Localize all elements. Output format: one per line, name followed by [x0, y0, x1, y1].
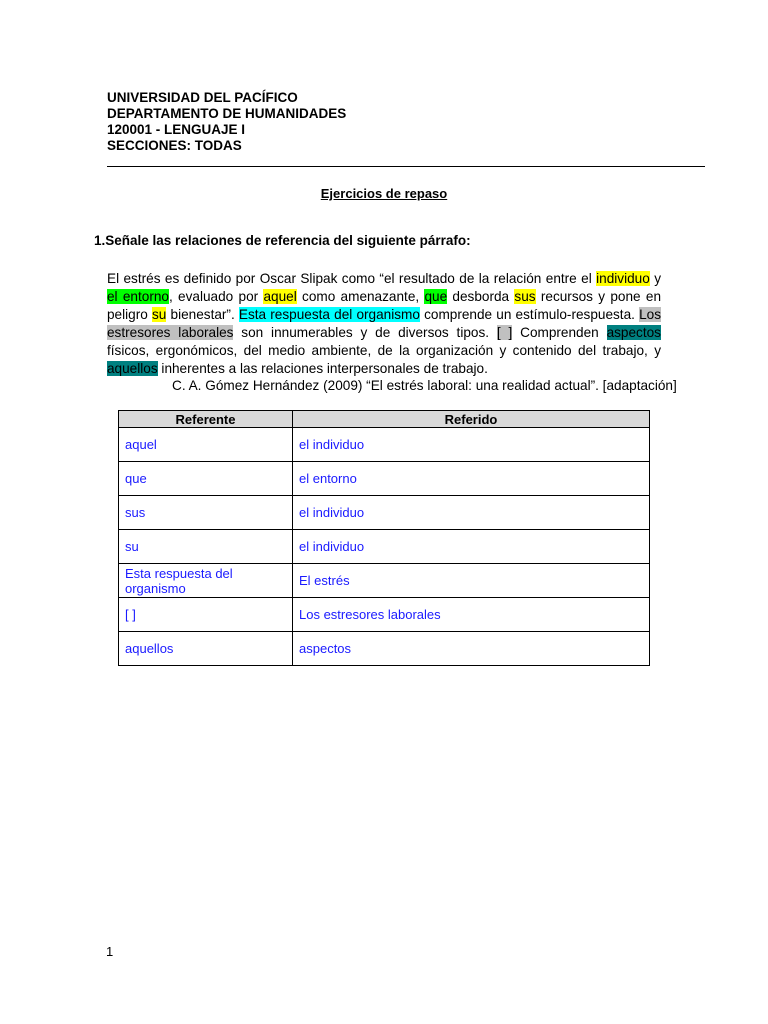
highlight-su: su	[151, 307, 167, 322]
referente-cell: aquel	[119, 428, 293, 462]
header-referente: Referente	[119, 411, 293, 428]
text-segment: inherentes a las relaciones interpersonales de trabajo.	[157, 361, 488, 376]
highlight-aquellos: aquellos	[107, 361, 158, 376]
highlight-bracket: [ ]	[496, 325, 513, 340]
exercise-question: 1.Señale las relaciones de referencia del siguiente párrafo:	[94, 233, 471, 248]
text-segment: El estrés es definido por Oscar Slipak como “el resultado de la relación entre el	[107, 271, 597, 286]
text-segment: , evaluado por	[168, 289, 264, 304]
text-segment: comprende un estímulo-respuesta.	[419, 307, 640, 322]
highlight-que: que	[424, 289, 448, 304]
highlight-aquel: aquel	[263, 289, 297, 304]
sections-label: SECCIONES: TODAS	[107, 138, 242, 153]
text-segment: bienestar”.	[166, 307, 239, 322]
text-segment: como amenazante,	[296, 289, 425, 304]
referido-cell: el individuo	[293, 496, 650, 530]
table-row	[119, 598, 650, 632]
highlight-sus: sus	[514, 289, 536, 304]
header-divider	[107, 166, 705, 167]
page-number: 1	[106, 944, 114, 959]
referente-cell: aquellos	[119, 632, 293, 666]
table-row	[119, 462, 650, 496]
document-header	[107, 90, 346, 154]
highlight-entorno: el entorno	[107, 289, 169, 304]
referido-cell: aspectos	[293, 632, 650, 666]
text-segment: y	[649, 271, 661, 286]
highlight-estresores: Los estresores laborales	[107, 307, 662, 340]
course-code: 120001 - LENGUAJE I	[107, 122, 246, 137]
referente-cell: su	[119, 530, 293, 564]
exercise-paragraph	[107, 270, 661, 378]
highlight-esta-respuesta: Esta respuesta del organismo	[238, 307, 420, 322]
text-segment: desborda	[447, 289, 515, 304]
citation: C. A. Gómez Hernández (2009) “El estrés laboral: una realidad actual”. [adaptación]	[172, 378, 677, 393]
text-segment: Comprenden	[512, 325, 607, 340]
referido-cell: Los estresores laborales	[293, 598, 650, 632]
header-referido: Referido	[293, 411, 650, 428]
text-segment: recursos y pone en peligro	[107, 289, 662, 322]
table-header-row	[119, 411, 650, 428]
table-row	[119, 496, 650, 530]
highlight-aspectos: aspectos	[606, 325, 661, 340]
page-title: Ejercicios de repaso	[320, 186, 448, 201]
table-row	[119, 428, 650, 462]
reference-table	[118, 410, 650, 666]
highlight-individuo: individuo	[596, 271, 650, 286]
table-row	[119, 530, 650, 564]
referido-cell: el entorno	[293, 462, 650, 496]
table-row	[119, 632, 650, 666]
referente-cell: sus	[119, 496, 293, 530]
table-row	[119, 564, 650, 598]
referido-cell: El estrés	[293, 564, 650, 598]
referido-cell: el individuo	[293, 428, 650, 462]
referente-cell: Esta respuesta del organismo	[119, 564, 293, 598]
text-segment: físicos, ergonómicos, del medio ambiente, de la organización y contenido del trabajo, y	[107, 343, 661, 358]
university-name: UNIVERSIDAD DEL PACÍFICO	[107, 90, 298, 105]
referido-cell: el individuo	[293, 530, 650, 564]
department-name: DEPARTAMENTO DE HUMANIDADES	[107, 106, 347, 121]
text-segment: son innumerables y de diversos tipos.	[233, 325, 497, 340]
referente-cell: que	[119, 462, 293, 496]
referente-cell: [ ]	[119, 598, 293, 632]
